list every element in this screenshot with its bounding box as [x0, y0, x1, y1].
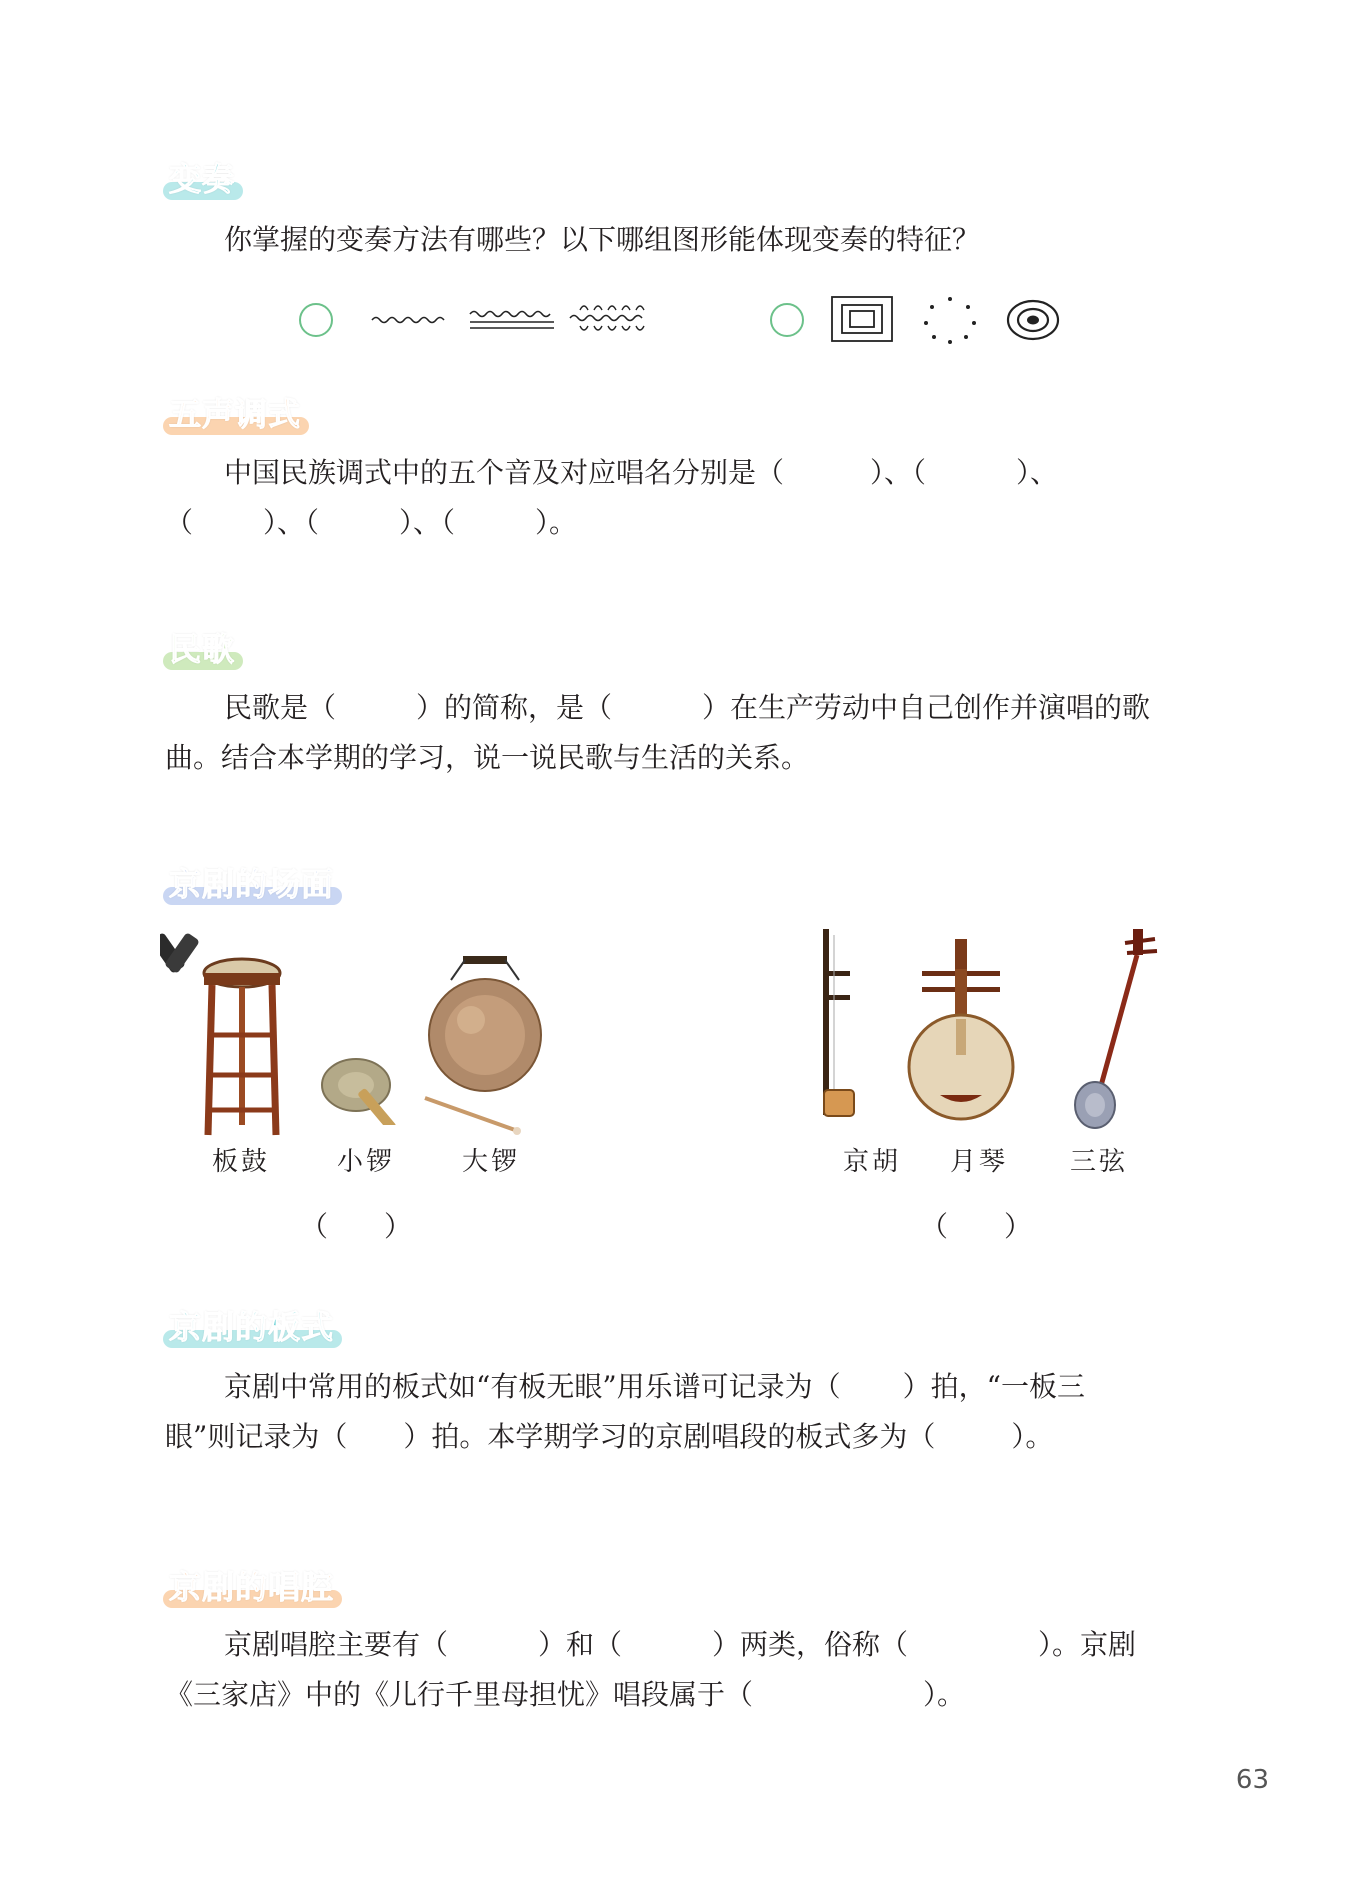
section-tag-opera-band [163, 865, 342, 905]
opera-tune-line-2: 《三家店》中的《儿行千里母担忧》唱段属于（ ）。 [165, 1678, 966, 1711]
yueqin-image [900, 935, 1020, 1130]
option-b-radio[interactable] [770, 303, 804, 337]
section-title-opera-band: 京剧的场面 [169, 865, 335, 903]
folk-song-paragraph [165, 683, 1195, 783]
caption-daluo: 大锣 [462, 1147, 521, 1177]
daluo-gong-image [415, 950, 555, 1135]
folk-song-line-2: 曲。结合本学期的学习，说一说民歌与生活的关系。 [165, 741, 810, 774]
concentric-ovals-icon [1005, 297, 1061, 343]
variation-question [165, 215, 1195, 265]
strings-answer-blank: （ ） [920, 1210, 1033, 1243]
variation-question-text: 你掌握的变奏方法有哪些？以下哪组图形能体现变奏的特征？ [224, 223, 981, 256]
pentatonic-line-2: （ ）、（ ）、（ ）。 [165, 506, 578, 539]
section-title-opera-meter: 京剧的板式 [169, 1308, 335, 1346]
folk-song-line-1: 民歌是（ ）的简称，是（ ）在生产劳动中自己创作并演唱的歌 [224, 691, 1151, 724]
opera-meter-paragraph [165, 1362, 1195, 1462]
sanxian-image [1065, 925, 1165, 1130]
nested-squares-icon [830, 295, 895, 345]
caption-xiaoluo: 小锣 [337, 1147, 396, 1177]
dot-circle-icon [920, 295, 980, 345]
opera-tune-paragraph [165, 1620, 1195, 1720]
wave-pattern-icon [370, 300, 670, 344]
section-title-opera-tune: 京剧的唱腔 [169, 1568, 335, 1606]
opera-meter-line-2: 眼”则记录为（ ）拍。本学期学习的京剧唱段的板式多为（ ）。 [165, 1420, 1054, 1453]
caption-bangu: 板鼓 [212, 1147, 271, 1177]
xiaoluo-gong-image [320, 1055, 410, 1125]
percussion-answer-blank: （ ） [300, 1210, 413, 1243]
section-tag-variation [163, 160, 243, 200]
caption-sanxian: 三弦 [1070, 1147, 1129, 1177]
bangu-drum-image [160, 925, 290, 1140]
pentatonic-paragraph [165, 448, 1195, 548]
jinghu-image [808, 925, 878, 1125]
section-title-folk-song: 民歌 [169, 630, 236, 668]
opera-meter-line-1: 京剧中常用的板式如“有板无眼”用乐谱可记录为（ ）拍，“一板三 [224, 1370, 1085, 1403]
pentatonic-line-1: 中国民族调式中的五个音及对应唱名分别是（ ）、（ ）、 [224, 456, 1059, 489]
page-number: 63 [1235, 1765, 1269, 1795]
section-tag-folk-song [163, 630, 243, 670]
opera-tune-line-1: 京剧唱腔主要有（ ）和（ ）两类，俗称（ ）。京剧 [224, 1628, 1137, 1661]
option-a-radio[interactable] [299, 303, 333, 337]
section-title-pentatonic: 五声调式 [169, 395, 302, 433]
section-title-variation: 变奏 [169, 160, 236, 198]
caption-yueqin: 月琴 [950, 1147, 1009, 1177]
section-tag-opera-meter [163, 1308, 342, 1348]
caption-jinghu: 京胡 [843, 1147, 902, 1177]
section-tag-opera-tune [163, 1568, 342, 1608]
section-tag-pentatonic [163, 395, 309, 435]
